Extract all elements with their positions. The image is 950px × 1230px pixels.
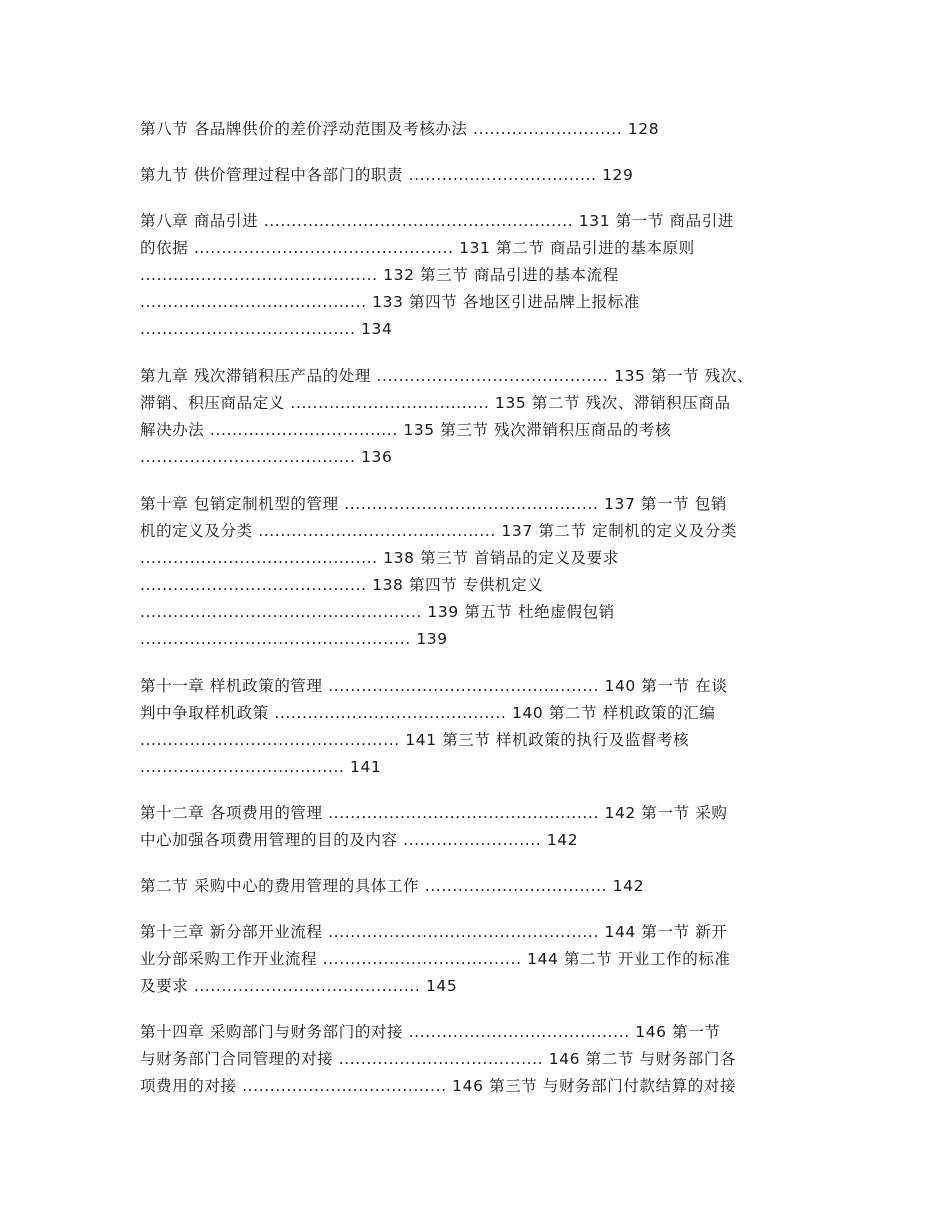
- toc-line: ................................................. 139: [140, 630, 448, 648]
- toc-line: 及要求 ......................................... 145: [140, 977, 458, 995]
- toc-line: ....................................... 134: [140, 320, 393, 338]
- toc-line: ........................................... 138 第三节 首销品的定义及要求: [140, 549, 619, 567]
- toc-line: 第十二章 各项费用的管理 ................................................. 142 第一节 采购: [140, 804, 728, 822]
- toc-line: 判中争取样机政策 .......................................... 140 第二节 样机政策的汇编: [140, 704, 716, 722]
- toc-line: 第八节 各品牌供价的差价浮动范围及考核办法 ........................... 128: [140, 120, 660, 138]
- toc-line: ......................................... 138 第四节 专供机定义: [140, 576, 544, 594]
- toc-line: 与财务部门合同管理的对接 ..................................... 146 第二节 与财务部门各: [140, 1050, 737, 1068]
- toc-line: 机的定义及分类 ........................................... 137 第二节 定制机的定义及分类: [140, 522, 738, 540]
- toc-line: 滞销、积压商品定义 .................................... 135 第二节 残次、滞销积压商品: [140, 394, 731, 412]
- toc-line: ............................................... 141 第三节 样机政策的执行及监督考核: [140, 731, 690, 749]
- toc-line: 第八章 商品引进 ........................................................ 131 第一节 商品引进: [140, 212, 734, 230]
- toc-line: 解决办法 .................................. 135 第三节 残次滞销积压商品的考核: [140, 421, 672, 439]
- toc-line: 第九章 残次滞销积压产品的处理 .......................................... 135 第一节 残次、: [140, 367, 754, 385]
- toc-line: 第二节 采购中心的费用管理的具体工作 ................................. 142: [140, 877, 645, 895]
- toc-line: 中心加强各项费用管理的目的及内容 ......................... 142: [140, 831, 579, 849]
- toc-line: 的依据 ............................................... 131 第二节 商品引进的基本原则: [140, 239, 695, 257]
- toc-line: 项费用的对接 ..................................... 146 第三节 与财务部门付款结算的对接: [140, 1077, 737, 1095]
- toc-line: 第十三章 新分部开业流程 ................................................. 144 第一节 新开: [140, 923, 728, 941]
- toc-line: 第十一章 样机政策的管理 ................................................. 140 第一节 在谈: [140, 677, 728, 695]
- toc-line: ....................................... 136: [140, 448, 393, 466]
- toc-line: ..................................... 141: [140, 758, 382, 776]
- toc-line: ................................................... 139 第五节 杜绝虚假包销: [140, 603, 615, 621]
- toc-line: 第九节 供价管理过程中各部门的职责 .................................. 129: [140, 166, 634, 184]
- toc-line: 业分部采购工作开业流程 .................................... 144 第二节 开业工作的标准: [140, 950, 731, 968]
- toc-line: ......................................... 133 第四节 各地区引进品牌上报标准: [140, 293, 640, 311]
- toc-line: ........................................... 132 第三节 商品引进的基本流程: [140, 266, 619, 284]
- toc-line: 第十四章 采购部门与财务部门的对接 ........................................ 146 第一节: [140, 1023, 721, 1041]
- toc-line: 第十章 包销定制机型的管理 .............................................. 137 第一节 包销: [140, 495, 727, 513]
